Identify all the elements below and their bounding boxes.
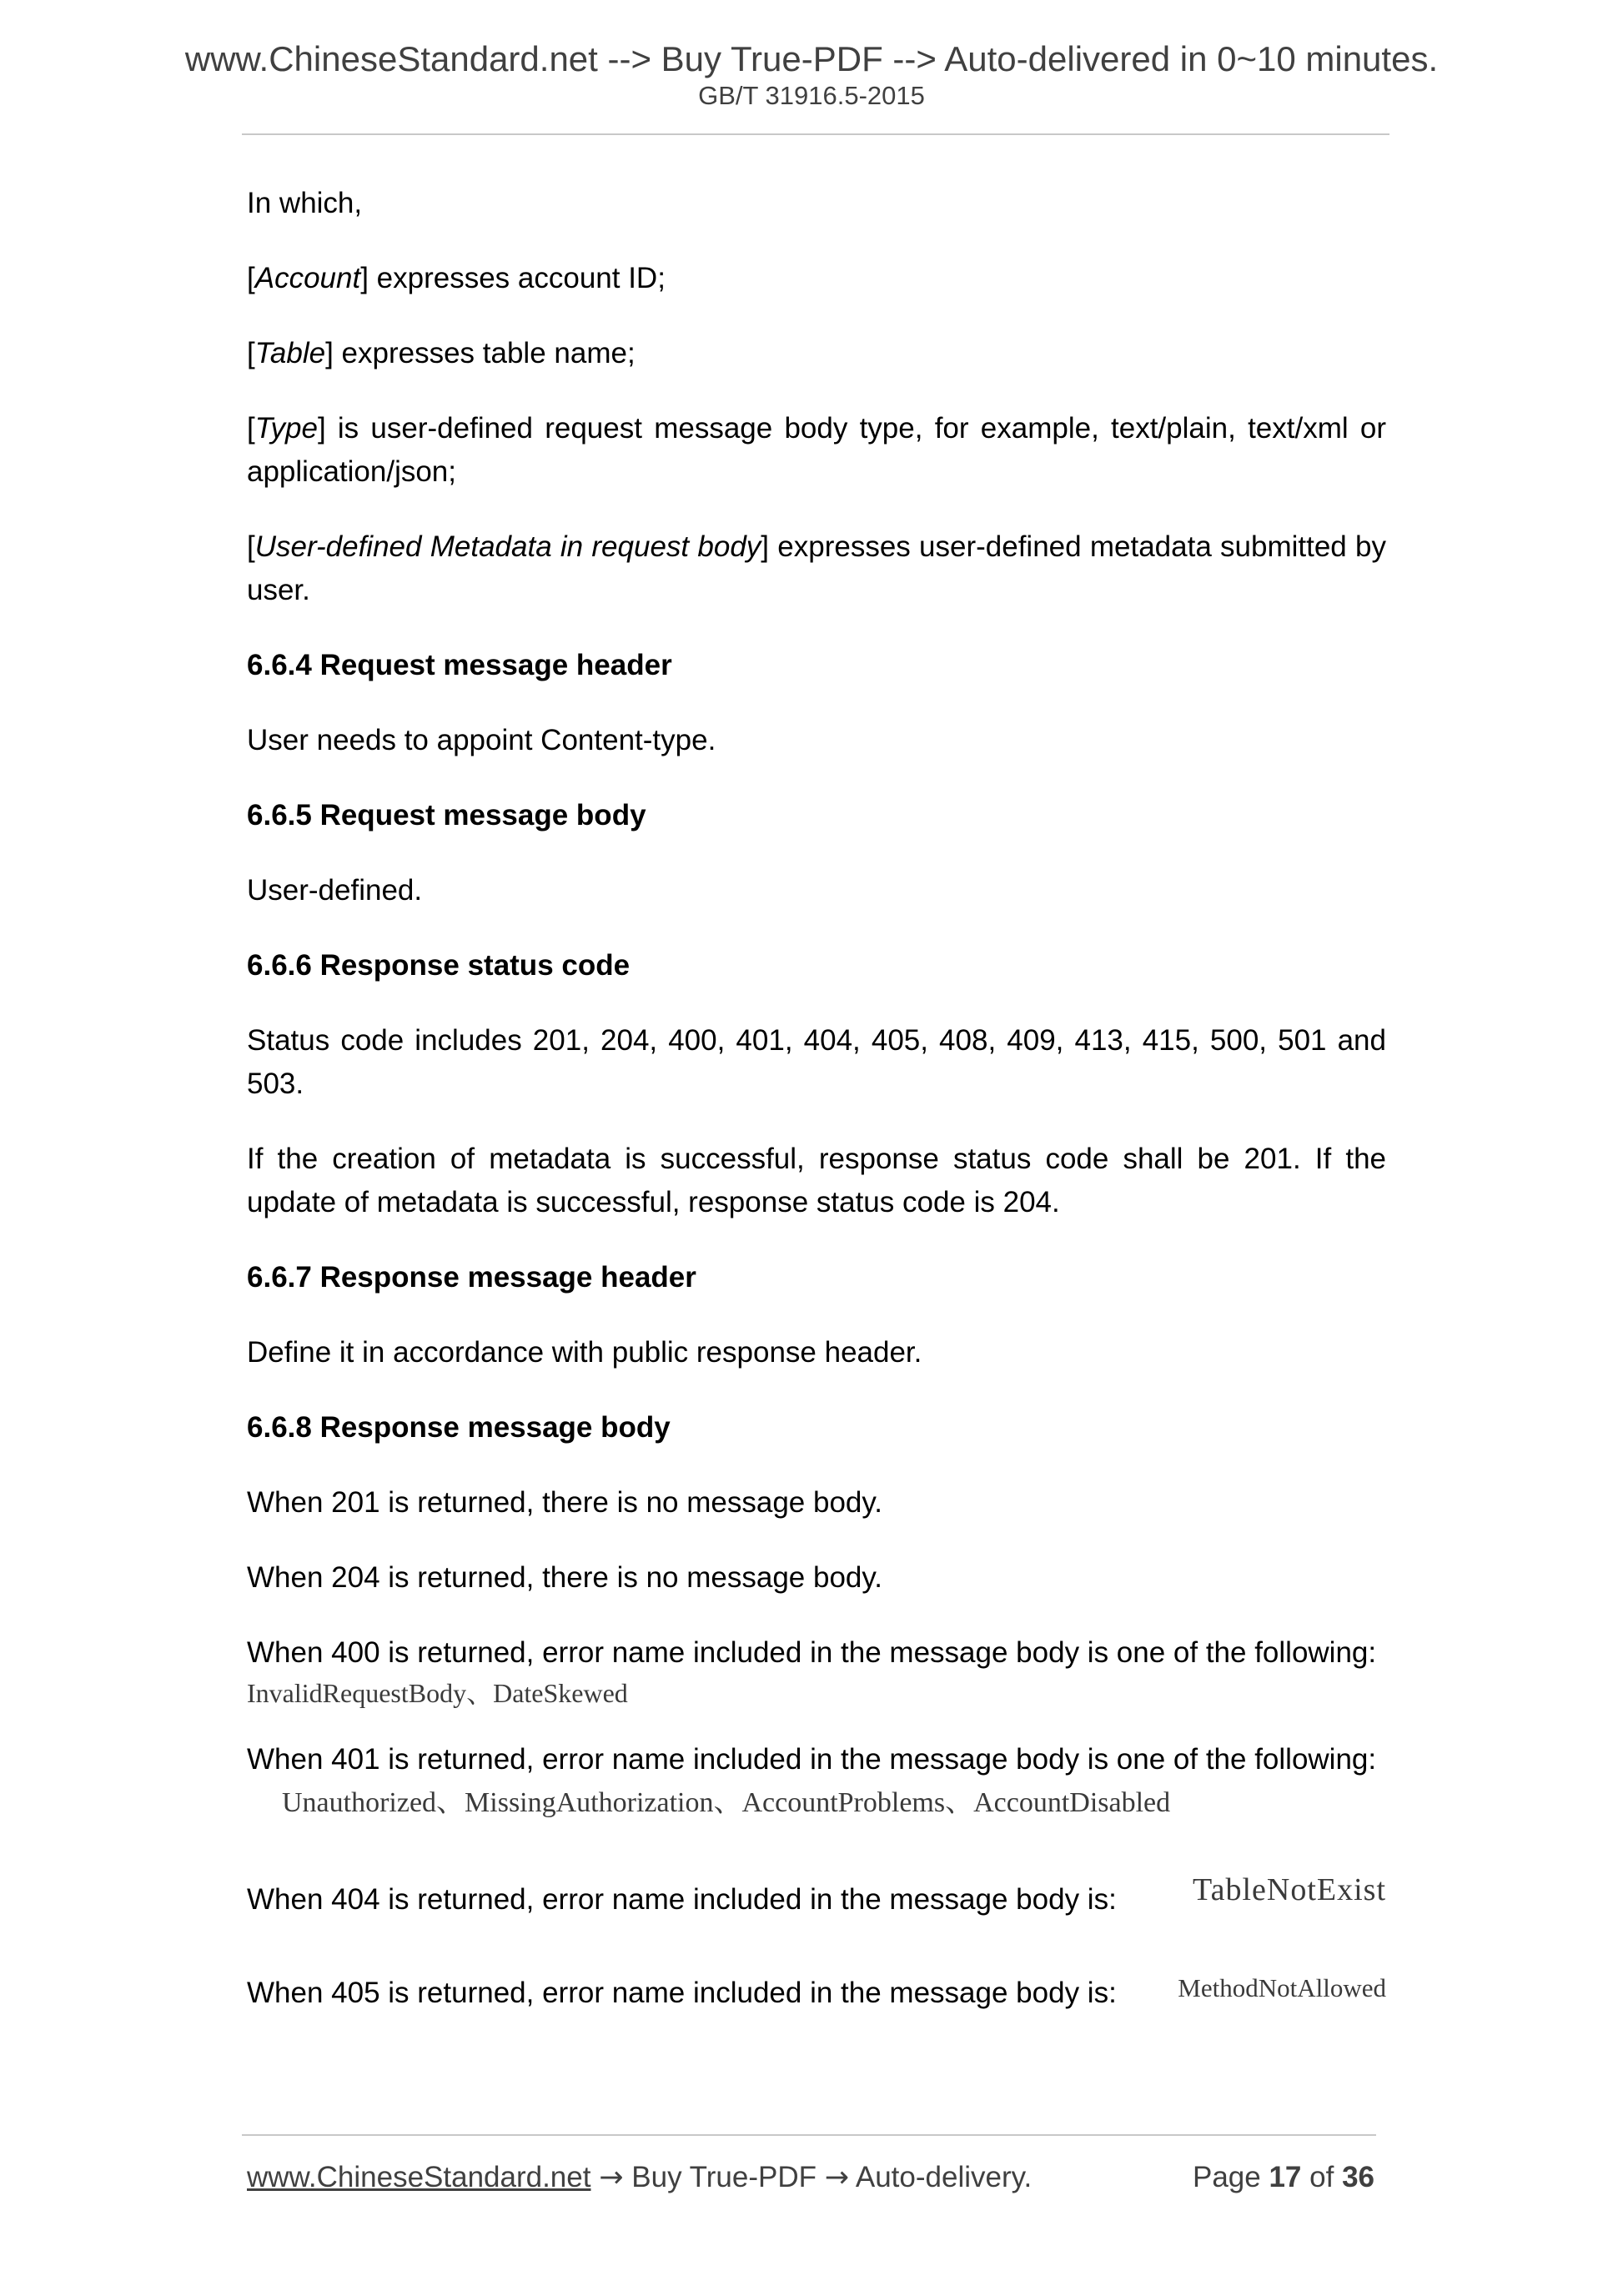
section-heading-6-6-8: 6.6.8 Response message body: [247, 1411, 671, 1444]
table-description: ] expresses table name;: [325, 337, 636, 369]
footer-links: [247, 2161, 1032, 2193]
account-definition: [Account] expresses account ID;: [247, 262, 666, 294]
type-definition: [Type] is user-defined request message body type, for example, text/plain, text/xml or application/json;: [247, 412, 1386, 488]
page-total: 36: [1342, 2161, 1374, 2193]
response-404-text: When 404 is returned, error name included in the message body is:: [247, 1883, 1117, 1916]
type-term: Type: [254, 412, 318, 445]
arrow-right-icon: →: [599, 2161, 624, 2194]
intro-paragraph: In which,: [247, 187, 363, 219]
response-201-paragraph: When 201 is returned, there is no message body.: [247, 1486, 883, 1519]
page-label: Page: [1192, 2161, 1261, 2193]
status-success-paragraph: If the creation of metadata is successful, response status code shall be 201. If the update of metadata is successful, response status code is 204.: [247, 1143, 1386, 1218]
arrow-right-icon: →: [824, 2161, 850, 2194]
table-term: Table: [254, 337, 326, 369]
error-name-404: TableNotExist: [1193, 1872, 1386, 1907]
section-heading-6-6-7: 6.6.7 Response message header: [247, 1261, 696, 1294]
response-404-paragraph: [247, 1872, 1386, 1922]
error-name-405: MethodNotAllowed: [1178, 1973, 1386, 2002]
section-heading-6-6-4: 6.6.4 Request message header: [247, 649, 672, 681]
metadata-definition: [User-defined Metadata in request body] expresses user-defined metadata submitted by user.: [247, 530, 1386, 606]
table-definition: [Table] expresses table name;: [247, 337, 636, 369]
response-204-paragraph: When 204 is returned, there is no message body.: [247, 1561, 883, 1594]
account-term: Account: [254, 262, 361, 294]
status-codes-paragraph: Status code includes 201, 204, 400, 401, 404, 405, 408, 409, 413, 415, 500, 501 and 503.: [247, 1024, 1386, 1100]
error-names-400: InvalidRequestBody、DateSkewed: [247, 1678, 628, 1708]
error-names-401: Unauthorized、MissingAuthorization、AccountProblems、AccountDisabled: [282, 1787, 1171, 1818]
page-of: of: [1309, 2161, 1334, 2193]
request-body-paragraph: User-defined.: [247, 874, 423, 907]
response-405-paragraph: [247, 1972, 1386, 2015]
response-401-paragraph: [247, 1738, 1386, 1820]
metadata-description: ] expresses user-defined metadata submitted by user.: [247, 530, 1386, 606]
page-current: 17: [1269, 2161, 1302, 2193]
footer-divider: [242, 2134, 1376, 2136]
response-header-paragraph: Define it in accordance with public response header.: [247, 1336, 922, 1369]
delivery-text: Auto-delivery.: [855, 2161, 1033, 2193]
header-banner: www.ChineseStandard.net --> Buy True-PDF --> Auto-delivered in 0~10 minutes.: [184, 39, 1439, 78]
account-description: ] expresses account ID;: [360, 262, 666, 294]
type-description: ] is user-defined request message body type, for example, text/plain, text/xml or application/json;: [247, 412, 1386, 488]
response-400-text: When 400 is returned, error name included in the message body is one of the following:: [247, 1636, 1377, 1669]
document-number: GB/T 31916.5-2015: [698, 81, 925, 110]
metadata-term: User-defined Metadata in request body: [254, 530, 761, 563]
site-link[interactable]: www.ChineseStandard.net: [247, 2161, 591, 2193]
request-header-paragraph: User needs to appoint Content-type.: [247, 724, 716, 756]
page-indicator: [1193, 2159, 1374, 2196]
page-footer: [247, 2159, 1386, 2196]
response-400-paragraph: [247, 1631, 1386, 1710]
header-divider: [242, 133, 1389, 135]
buy-text: Buy True-PDF: [631, 2161, 817, 2193]
response-401-text: When 401 is returned, error name included in the message body is one of the following:: [247, 1743, 1377, 1776]
page-content: [247, 182, 1386, 2047]
section-heading-6-6-6: 6.6.6 Response status code: [247, 949, 631, 982]
response-405-text: When 405 is returned, error name included in the message body is:: [247, 1977, 1117, 2009]
section-heading-6-6-5: 6.6.5 Request message body: [247, 799, 646, 831]
